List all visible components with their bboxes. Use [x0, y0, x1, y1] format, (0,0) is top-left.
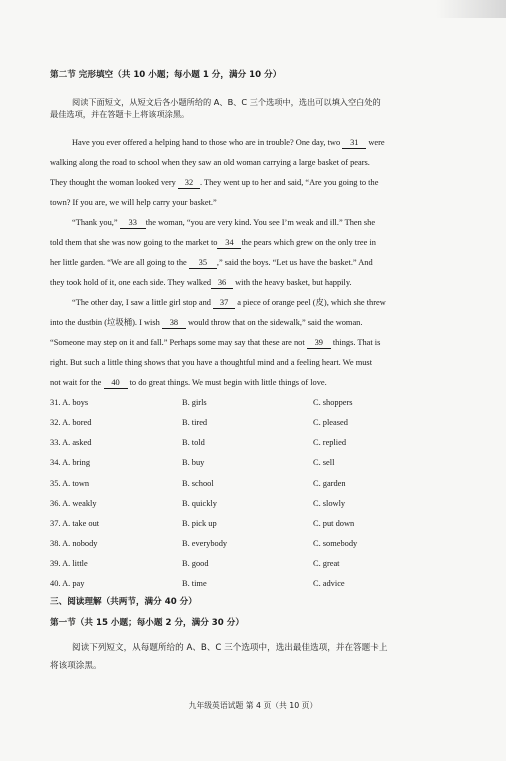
- option-a: 33. A. asked: [50, 438, 92, 447]
- option-c: C. advice: [313, 579, 345, 588]
- passage-line: They thought the woman looked very 32 . They went up to her and said, “Are you going to the: [50, 178, 379, 187]
- option-b: B. pick up: [182, 519, 217, 528]
- blank-40: 40: [104, 378, 128, 389]
- option-c: C. sell: [313, 458, 335, 467]
- option-a: 34. A. bring: [50, 458, 91, 467]
- option-c: C. slowly: [313, 499, 346, 508]
- option-b: B. buy: [182, 458, 205, 467]
- passage-line: “Thank you,” 33 the woman, “you are very kind. You see I’m weak and ill.” Then she: [72, 218, 376, 227]
- option-a: 40. A. pay: [50, 579, 85, 588]
- option-a: 35. A. town: [50, 479, 90, 488]
- option-c: C. great: [313, 559, 340, 568]
- option-b: B. good: [182, 559, 209, 568]
- passage-line: “Someone may step on it and fall.” Perhaps some may say that these are not 39 things. That is: [50, 338, 381, 347]
- passage-line: not wait for the 40 to do great things. We must begin with little things of love.: [50, 378, 327, 387]
- option-c: C. pleased: [313, 418, 348, 427]
- option-c: C. put down: [313, 519, 355, 528]
- option-c: C. somebody: [313, 539, 358, 548]
- page-footer: 九年级英语试题 第 4 页（共 10 页）: [188, 701, 318, 710]
- blank-35: 35: [189, 258, 217, 269]
- blank-36: 36: [211, 278, 233, 289]
- part3-instruction-line2: 将该项涂黑。: [50, 661, 102, 671]
- blank-32: 32: [178, 178, 200, 189]
- option-a: 36. A. weakly: [50, 499, 97, 508]
- part3-heading: 三、阅读理解（共两节，满分 40 分）: [50, 597, 197, 607]
- part3-sub-heading: 第一节（共 15 小题；每小题 2 分，满分 30 分）: [50, 618, 244, 628]
- blank-39: 39: [307, 338, 331, 349]
- section-instruction-line2: 最佳选项，并在答题卡上将该项涂黑。: [50, 109, 190, 119]
- passage-line: walking along the road to school when they saw an old woman carrying a large basket of pears.: [50, 158, 370, 167]
- blank-37: 37: [213, 298, 235, 309]
- option-c: C. garden: [313, 479, 346, 488]
- passage-line: her little garden. “We are all going to the 35 ,” said the boys. “Let us have the basket.” And: [50, 258, 373, 267]
- option-a: 32. A. bored: [50, 418, 92, 427]
- scan-shadow: [436, 0, 506, 18]
- option-c: C. shoppers: [313, 398, 353, 407]
- blank-34: 34: [217, 238, 241, 249]
- blank-33: 33: [120, 218, 146, 229]
- option-a: 38. A. nobody: [50, 539, 98, 548]
- option-b: B. tired: [182, 418, 208, 427]
- part3-instruction-line1: 阅读下列短文，从每题所给的 A、B、C 三个选项中，选出最佳选项，并在答题卡上: [72, 643, 388, 653]
- option-a: 31. A. boys: [50, 398, 89, 407]
- option-b: B. girls: [182, 398, 207, 407]
- option-a: 39. A. little: [50, 559, 88, 568]
- passage-line: Have you ever offered a helping hand to those who are in trouble? One day, two 31 were: [72, 138, 385, 147]
- option-b: B. time: [182, 579, 207, 588]
- passage-line: told them that she was now going to the market to 34 the pears which grew on the only tree in: [50, 238, 376, 247]
- section-heading: 第二节 完形填空（共 10 小题；每小题 1 分，满分 10 分）: [50, 70, 282, 80]
- option-a: 37. A. take out: [50, 519, 100, 528]
- option-b: B. told: [182, 438, 205, 447]
- passage-line: right. But such a little thing shows that you have a thoughtful mind and a feeling heart. We must: [50, 358, 373, 367]
- blank-31: 31: [342, 138, 366, 149]
- passage-line: “The other day, I saw a little girl stop and 37 a piece of orange peel (皮), which she threw: [72, 298, 386, 307]
- blank-38: 38: [162, 318, 186, 329]
- option-b: B. school: [182, 479, 214, 488]
- option-b: B. quickly: [182, 499, 217, 508]
- passage-line: into the dustbin (垃圾桶). I wish 38 would throw that on the sidewalk,” said the woman.: [50, 318, 363, 327]
- passage-line: they took hold of it, one each side. They walked 36 with the heavy basket, but happily.: [50, 278, 352, 287]
- passage-line: town? If you are, we will help carry your basket.”: [50, 198, 217, 207]
- section-instruction-line1: 阅读下面短文，从短文后各小题所给的 A、B、C 三个选项中，选出可以填入空白处的: [72, 97, 381, 107]
- option-c: C. replied: [313, 438, 347, 447]
- option-b: B. everybody: [182, 539, 228, 548]
